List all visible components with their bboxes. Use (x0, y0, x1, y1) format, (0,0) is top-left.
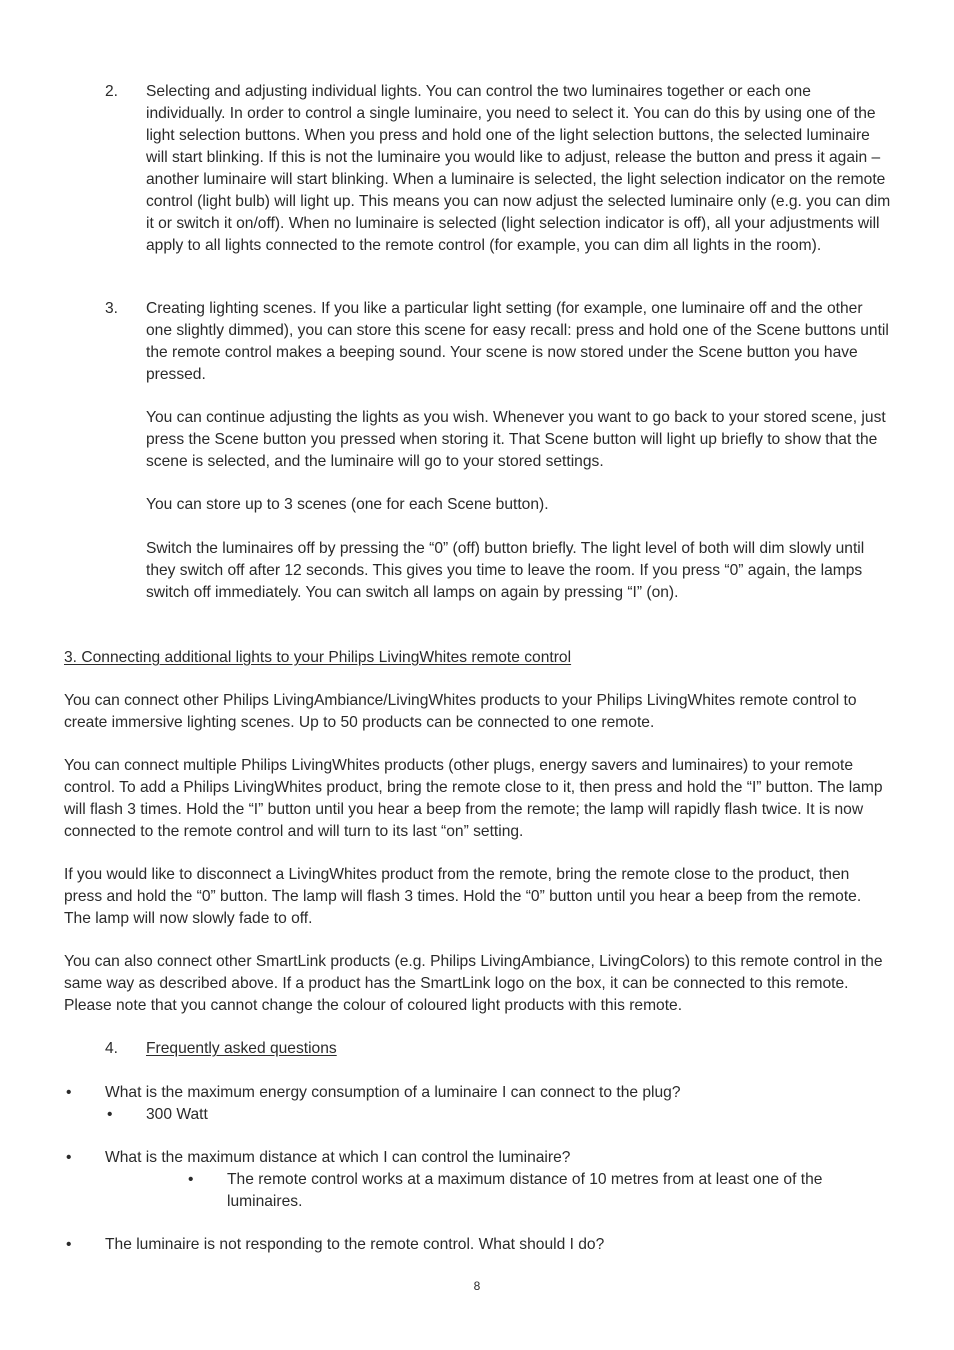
page-number: 8 (473, 1279, 481, 1293)
bullet: • (66, 1149, 72, 1166)
bullet: • (188, 1171, 194, 1188)
faq-question-text: What is the maximum distance at which I can control the luminaire? (105, 1149, 571, 1166)
section-heading: Frequently asked questions (146, 1040, 337, 1057)
bullet: • (107, 1106, 113, 1123)
bullet: • (66, 1084, 72, 1101)
paragraph: You can store up to 3 scenes (one for each Scene button). (146, 496, 549, 513)
faq-answer-text: The remote control works at a maximum distance of 10 metres from at least one of the luminaires. (227, 1171, 823, 1210)
faq-question-text: What is the maximum energy consumption of a luminaire I can connect to the plug? (105, 1084, 681, 1101)
paragraph: You can continue adjusting the lights as you wish. Whenever you want to go back to your stored scene, just press the Scene button you pressed when storing it. That Scene button will light up briefly to show that the scene is selected, and the luminaire will go to your stored settings. (146, 409, 886, 470)
list-number: 2. (105, 83, 119, 100)
paragraph: If you would like to disconnect a LivingWhites product from the remote, bring the remote close to the product, then press and hold the “0” button. The lamp will flash 3 times. Hold the “0” button until you hear a beep from the remote. The lamp will now slowly fade to off. (64, 866, 862, 927)
paragraph: You can also connect other SmartLink products (e.g. Philips LivingAmbiance, LivingColors) to this remote control in the same way as described above. If a product has the SmartLink logo on the box, it can be connected to this remote. Please note that you cannot change the colour of coloured light products with this remote. (64, 953, 883, 1014)
faq-answer-text: 300 Watt (146, 1106, 208, 1123)
paragraph: Switch the luminaires off by pressing the “0” (off) button briefly. The light level of both will dim slowly until they switch off after 12 seconds. This gives you time to leave the room. If you press “0” again, the lamps switch off immediately. You can switch all lamps on again by pressing “I” (on). (146, 540, 865, 601)
list-item-text: Creating lighting scenes. If you like a particular light setting (for example, one luminaire off and the other one slightly dimmed), you can store this scene for easy recall: press and hold one of the Scene buttons until the remote control makes a beeping sound. Your scene is now stored under the Scene button you have pressed. (146, 300, 889, 383)
faq-question-text: The luminaire is not responding to the remote control. What should I do? (105, 1236, 605, 1253)
paragraph: You can connect other Philips LivingAmbiance/LivingWhites products to your Philips LivingWhites remote control to create immersive lighting scenes. Up to 50 products can be connected to one remote. (64, 692, 857, 731)
section-heading: 3. Connecting additional lights to your Philips LivingWhites remote control (64, 649, 572, 666)
list-number: 3. (105, 300, 119, 317)
list-number: 4. (105, 1040, 119, 1057)
list-item-text: Selecting and adjusting individual lights. You can control the two luminaires together or each one individually. In order to control a single luminaire, you need to select it. You can do this by using one of the light selection buttons. When you press and hold one of the light selection buttons, the selected luminaire will start blinking. If this is not the luminaire you would like to adjust, release the button and press it again – another luminaire will start blinking. When a luminaire is selected, the light selection indicator on the remote control (light bulb) will light up. This means you can now adjust the selected luminaire only (e.g. you can dim it or switch it on/off). When no luminaire is selected (light selection indicator is off), all your adjustments will apply to all lights connected to the remote control (for example, you can dim all lights in the room). (146, 83, 891, 254)
bullet: • (66, 1236, 72, 1253)
paragraph: You can connect multiple Philips LivingWhites products (other plugs, energy savers and luminaires) to your remote control. To add a Philips LivingWhites product, bring the remote close to it, then press and hold the “I” button. The lamp will flash 3 times. Hold the “I” button until you hear a beep from the remote; the lamp will rapidly flash twice. It is now connected to the remote control and will turn to its last “on” setting. (64, 757, 883, 840)
